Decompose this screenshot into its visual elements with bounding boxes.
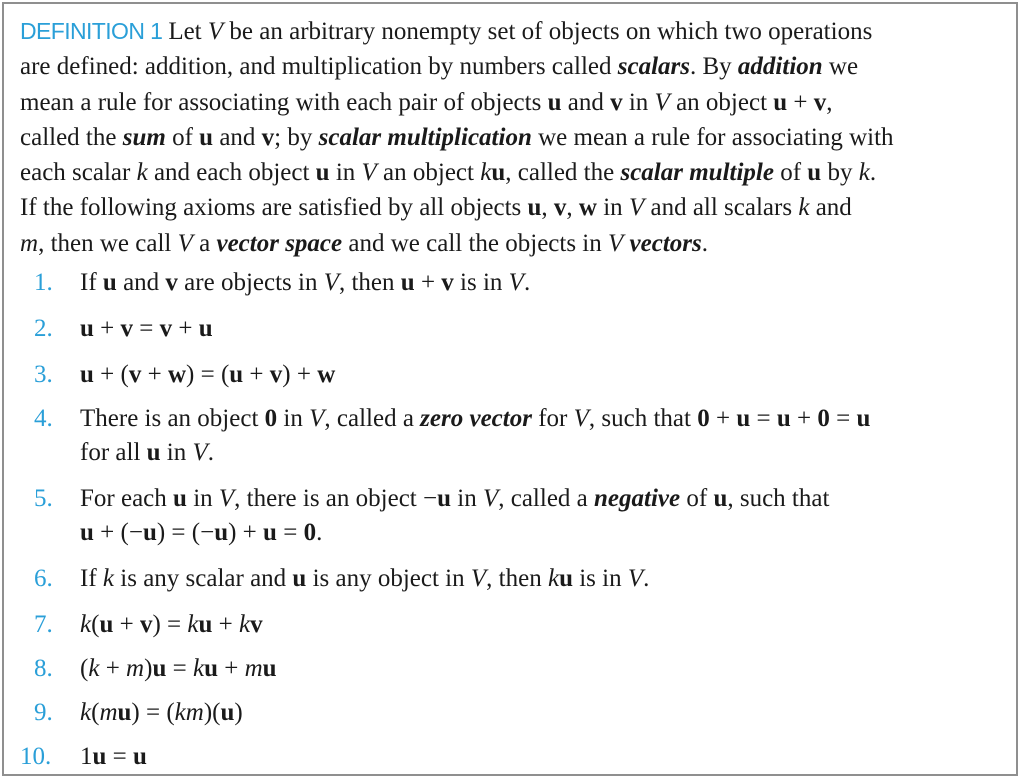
axiom-number: 9. xyxy=(34,699,53,726)
definition-line-3: mean a rule for associating with each pair of objects u and v in V an object u + v, xyxy=(20,88,833,116)
axiom-number: 10. xyxy=(20,743,52,770)
definition-box xyxy=(2,2,1018,776)
axiom-9: 9. k(mu) = (km)(u) xyxy=(20,696,1014,730)
definition-line-1: DEFINITION 1 Let V be an arbitrary nonempty set of objects on which two operations xyxy=(20,18,873,45)
axiom-6: 6. If k is any scalar and u is any object in V, then ku is in V. xyxy=(20,562,1014,596)
axiom-4: 4. There is an object 0 in V, called a zero vector for V, such that 0 + u = u + 0 = u for all u in V. xyxy=(20,402,1014,470)
definition-line-7: m, then we call V a vector space and we call the objects in V vectors. xyxy=(20,229,708,257)
axiom-1: 1. If u and v are objects in V, then u + v is in V. xyxy=(20,266,1014,300)
axiom-number: 7. xyxy=(34,611,53,638)
definition-line-2: are defined: addition, and multiplication by numbers called scalars. By addition we xyxy=(20,53,859,81)
axiom-3: 3. u + (v + w) = (u + v) + w xyxy=(20,358,1014,392)
definition-line-5: each scalar k and each object u in V an object ku, called the scalar multiple of u by k. xyxy=(20,159,877,187)
axiom-number: 3. xyxy=(34,361,53,388)
definition-paragraph xyxy=(20,14,1014,261)
axiom-7: 7. k(u + v) = ku + kv xyxy=(20,608,1014,642)
definition-line-6: If the following axioms are satisfied by all objects u, v, w in V and all scalars k and xyxy=(20,194,852,222)
axiom-number: 8. xyxy=(34,655,53,682)
axiom-8: 8. (k + m)u = ku + mu xyxy=(20,652,1014,686)
axiom-2: 2. u + v = v + u xyxy=(20,312,1014,346)
axiom-number: 2. xyxy=(34,315,53,342)
axiom-10: 10. 1u = u xyxy=(20,740,1014,774)
axiom-number: 5. xyxy=(34,485,53,512)
axiom-number: 4. xyxy=(34,405,53,432)
definition-label: DEFINITION 1 xyxy=(20,18,163,44)
axiom-5: 5. For each u in V, there is an object −u in V, called a negative of u, such that u + (−u) = (−u) + u = 0. xyxy=(20,482,1014,550)
definition-line-4: called the sum of u and v; by scalar multiplication we mean a rule for associating with xyxy=(20,123,894,151)
axiom-number: 1. xyxy=(34,269,53,296)
axiom-number: 6. xyxy=(34,565,53,592)
